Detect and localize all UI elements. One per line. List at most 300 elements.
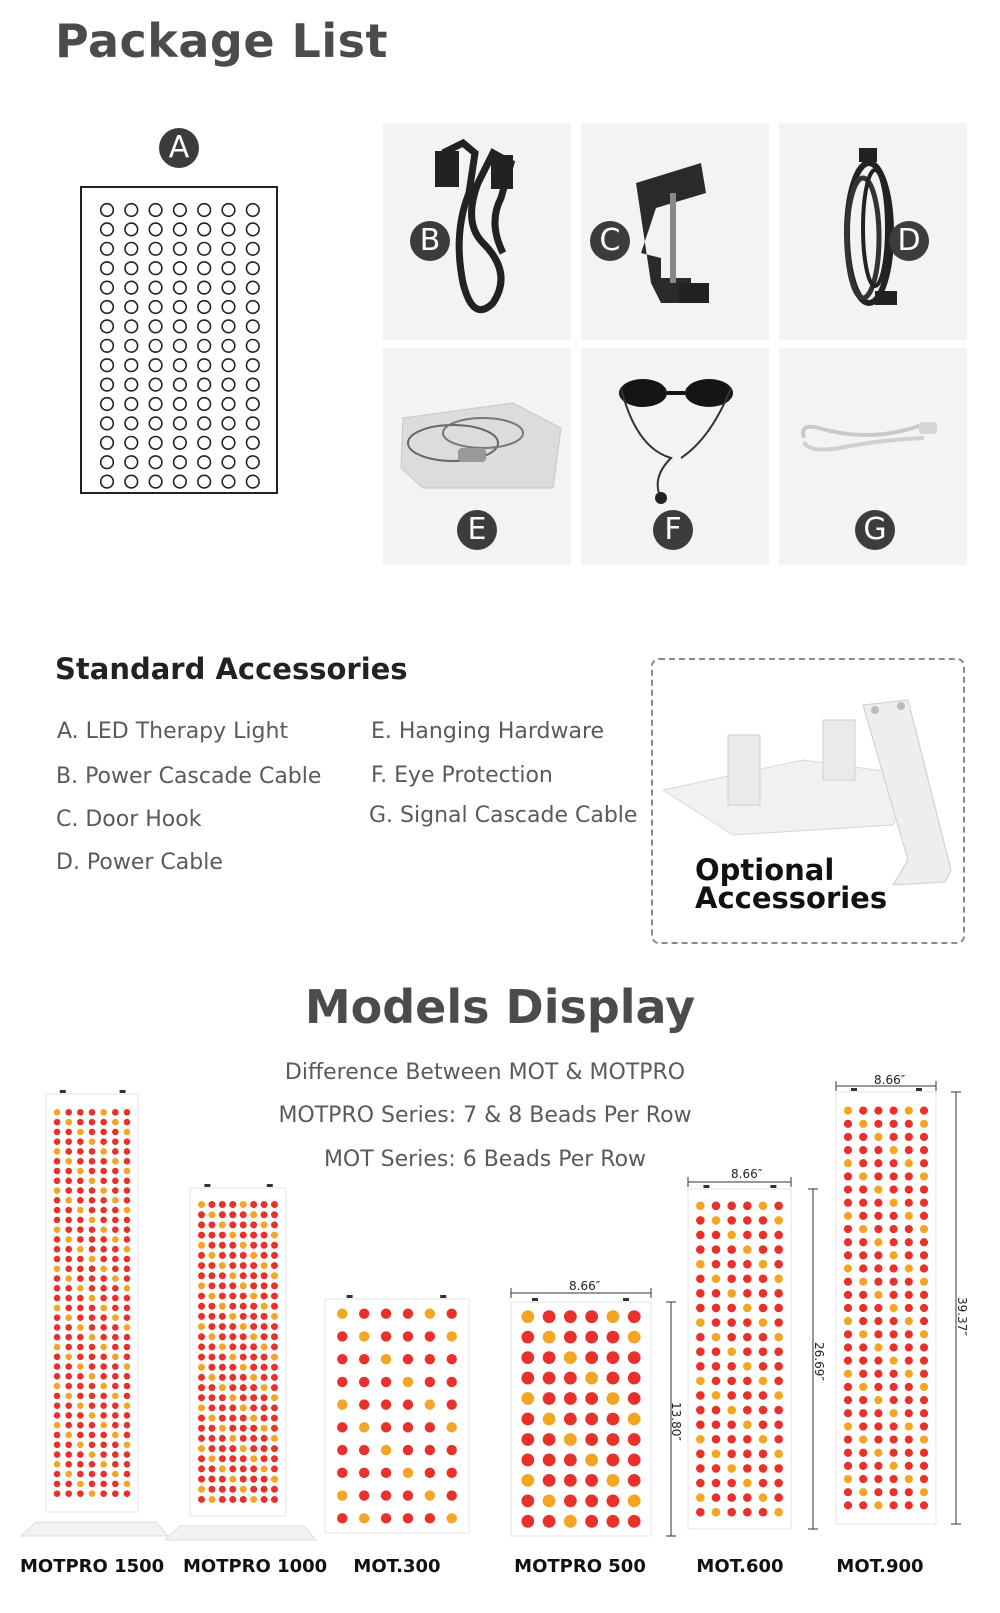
led-bead — [890, 1370, 898, 1378]
led-bead — [112, 1158, 119, 1165]
led-bead — [859, 1357, 867, 1365]
led-bead — [271, 1476, 278, 1483]
led-bead — [920, 1107, 928, 1115]
led-bead — [124, 1148, 131, 1155]
led-bead — [381, 1354, 391, 1364]
led-bead — [54, 1461, 61, 1468]
led-bead — [727, 1260, 736, 1269]
led-bead — [774, 1464, 783, 1473]
led-bead — [774, 1450, 783, 1459]
led-bead — [905, 1146, 913, 1154]
led-bead — [337, 1399, 347, 1409]
led-bead — [874, 1475, 882, 1483]
led-bead — [100, 1461, 107, 1468]
led-bead — [696, 1493, 705, 1502]
led-bead — [89, 1138, 96, 1145]
led-bead — [208, 1343, 215, 1350]
led-bead — [54, 1422, 61, 1429]
led-bead — [521, 1454, 534, 1467]
led-bead — [100, 1177, 107, 1184]
device-body — [46, 1094, 138, 1512]
led-bead — [89, 1432, 96, 1439]
led-bead — [54, 1129, 61, 1136]
led-bead — [920, 1264, 928, 1272]
led-bead — [77, 1334, 84, 1341]
led-bead — [89, 1285, 96, 1292]
led-bead — [100, 1246, 107, 1253]
led-bead — [198, 1201, 205, 1208]
led-bead — [124, 1158, 131, 1165]
hanger-tab — [120, 1090, 126, 1093]
led-bead — [240, 1415, 247, 1422]
led-bead — [585, 1515, 598, 1528]
led-bead — [727, 1508, 736, 1517]
led-bead — [261, 1476, 268, 1483]
led-bead — [920, 1146, 928, 1154]
led-bead — [381, 1468, 391, 1478]
led-bead — [198, 1313, 205, 1320]
led-bead — [219, 1272, 226, 1279]
led-bead — [100, 1353, 107, 1360]
led-bead — [229, 1354, 236, 1361]
led-bead — [229, 1221, 236, 1228]
led-bead — [844, 1172, 852, 1180]
led-bead — [89, 1373, 96, 1380]
led-bead — [844, 1462, 852, 1470]
led-bead — [447, 1331, 457, 1341]
led-bead — [198, 1465, 205, 1472]
hanger-tab — [60, 1090, 66, 1093]
led-bead — [229, 1486, 236, 1493]
led-bead — [261, 1252, 268, 1259]
led-bead — [112, 1168, 119, 1175]
led-bead — [859, 1185, 867, 1193]
led-bead — [774, 1362, 783, 1371]
led-bead — [844, 1185, 852, 1193]
led-bead — [759, 1464, 768, 1473]
led-bead — [229, 1232, 236, 1239]
led-bead — [874, 1383, 882, 1391]
led-bead — [100, 1383, 107, 1390]
led-bead — [124, 1441, 131, 1448]
led-bead — [759, 1289, 768, 1298]
led-bead — [712, 1231, 721, 1240]
led-bead — [100, 1207, 107, 1214]
led-bead — [712, 1391, 721, 1400]
led-bead — [65, 1373, 72, 1380]
led-bead — [585, 1372, 598, 1385]
led-bead — [607, 1474, 620, 1487]
badge-g: G — [855, 510, 895, 550]
led-bead — [124, 1314, 131, 1321]
led-bead — [743, 1362, 752, 1371]
led-bead — [425, 1399, 435, 1409]
led-bead — [100, 1138, 107, 1145]
led-bead — [403, 1308, 413, 1318]
led-bead — [727, 1318, 736, 1327]
led-bead — [77, 1119, 84, 1126]
led-bead — [403, 1468, 413, 1478]
led-bead — [859, 1317, 867, 1325]
led-bead — [229, 1303, 236, 1310]
led-bead — [890, 1409, 898, 1417]
led-bead — [712, 1318, 721, 1327]
led-bead — [759, 1493, 768, 1502]
led-bead — [844, 1120, 852, 1128]
led-bead — [521, 1392, 534, 1405]
led-bead — [240, 1282, 247, 1289]
led-bead — [774, 1333, 783, 1342]
led-bead — [124, 1246, 131, 1253]
led-bead — [727, 1289, 736, 1298]
led-bead — [727, 1391, 736, 1400]
led-bead — [77, 1481, 84, 1488]
led-bead — [712, 1245, 721, 1254]
led-bead — [208, 1384, 215, 1391]
led-bead — [920, 1370, 928, 1378]
led-bead — [124, 1383, 131, 1390]
led-bead — [65, 1148, 72, 1155]
led-bead — [890, 1278, 898, 1286]
led-bead — [100, 1197, 107, 1204]
led-bead — [208, 1252, 215, 1259]
led-bead — [271, 1496, 278, 1503]
led-bead — [198, 1354, 205, 1361]
led-bead — [89, 1295, 96, 1302]
led-bead — [890, 1264, 898, 1272]
led-bead — [124, 1207, 131, 1214]
led-bead — [585, 1413, 598, 1426]
led-bead — [198, 1242, 205, 1249]
led-bead — [743, 1333, 752, 1342]
led-bead — [712, 1362, 721, 1371]
led-bead — [54, 1295, 61, 1302]
led-bead — [229, 1415, 236, 1422]
led-bead — [229, 1252, 236, 1259]
led-bead — [271, 1232, 278, 1239]
led-bead — [844, 1357, 852, 1365]
led-bead — [89, 1187, 96, 1194]
led-bead — [905, 1409, 913, 1417]
led-bead — [208, 1201, 215, 1208]
led-bead — [271, 1343, 278, 1350]
led-bead — [874, 1185, 882, 1193]
led-bead — [112, 1256, 119, 1263]
led-bead — [564, 1494, 577, 1507]
led-bead — [727, 1216, 736, 1225]
led-bead — [229, 1394, 236, 1401]
led-bead — [521, 1494, 534, 1507]
led-bead — [89, 1236, 96, 1243]
led-bead — [240, 1272, 247, 1279]
accessory-a: A. LED Therapy Light — [57, 719, 289, 744]
led-bead — [54, 1353, 61, 1360]
led-bead — [844, 1422, 852, 1430]
led-bead — [250, 1252, 257, 1259]
led-bead — [100, 1373, 107, 1380]
led-bead — [743, 1377, 752, 1386]
device-body — [688, 1189, 791, 1529]
led-bead — [112, 1334, 119, 1341]
led-bead — [890, 1435, 898, 1443]
led-bead — [124, 1197, 131, 1204]
led-bead — [112, 1148, 119, 1155]
led-bead — [229, 1211, 236, 1218]
led-bead — [65, 1422, 72, 1429]
led-bead — [261, 1282, 268, 1289]
led-bead — [874, 1278, 882, 1286]
models-line-2: MOTPRO Series: 7 & 8 Beads Per Row — [278, 1103, 692, 1128]
led-bead — [65, 1187, 72, 1194]
led-bead — [359, 1354, 369, 1364]
led-bead — [54, 1207, 61, 1214]
led-bead — [859, 1199, 867, 1207]
led-bead — [712, 1333, 721, 1342]
led-bead — [905, 1396, 913, 1404]
led-bead — [271, 1486, 278, 1493]
led-bead — [403, 1490, 413, 1500]
led-bead — [920, 1225, 928, 1233]
led-bead — [198, 1455, 205, 1462]
led-bead — [198, 1333, 205, 1340]
led-bead — [65, 1256, 72, 1263]
led-bead — [874, 1370, 882, 1378]
led-bead — [100, 1344, 107, 1351]
led-bead — [112, 1314, 119, 1321]
led-bead — [229, 1201, 236, 1208]
led-bead — [112, 1129, 119, 1136]
led-bead — [77, 1314, 84, 1321]
led-bead — [521, 1331, 534, 1344]
led-bead — [208, 1374, 215, 1381]
led-bead — [743, 1479, 752, 1488]
led-bead — [920, 1133, 928, 1141]
led-bead — [261, 1445, 268, 1452]
led-bead — [271, 1425, 278, 1432]
led-bead — [359, 1331, 369, 1341]
led-bead — [89, 1383, 96, 1390]
led-bead — [607, 1413, 620, 1426]
led-bead — [607, 1310, 620, 1323]
led-bead — [124, 1275, 131, 1282]
led-bead — [219, 1455, 226, 1462]
led-bead — [905, 1475, 913, 1483]
model-mot-300: MOT.300 — [353, 1556, 441, 1577]
led-bead — [743, 1508, 752, 1517]
model-mot-900: MOT.900 — [836, 1556, 924, 1577]
led-bead — [240, 1252, 247, 1259]
led-bead — [607, 1515, 620, 1528]
led-bead — [77, 1129, 84, 1136]
led-bead — [54, 1441, 61, 1448]
led-bead — [208, 1465, 215, 1472]
led-bead — [743, 1318, 752, 1327]
dim-width-600: 8.66″ — [731, 1167, 763, 1181]
led-bead — [208, 1282, 215, 1289]
led-bead — [77, 1373, 84, 1380]
led-bead — [905, 1343, 913, 1351]
led-bead — [250, 1435, 257, 1442]
led-bead — [920, 1501, 928, 1509]
led-bead — [112, 1217, 119, 1224]
led-bead — [696, 1347, 705, 1356]
model-mot-600: MOT.600 — [696, 1556, 784, 1577]
led-bead — [124, 1285, 131, 1292]
led-bead — [920, 1238, 928, 1246]
led-bead — [229, 1333, 236, 1340]
led-bead — [89, 1109, 96, 1116]
led-bead — [250, 1343, 257, 1350]
led-bead — [774, 1289, 783, 1298]
led-bead — [65, 1393, 72, 1400]
led-bead — [65, 1129, 72, 1136]
accessory-e: E. Hanging Hardware — [371, 719, 605, 744]
led-bead — [844, 1212, 852, 1220]
led-bead — [905, 1120, 913, 1128]
led-bead — [874, 1159, 882, 1167]
led-bead — [77, 1295, 84, 1302]
led-bead — [261, 1496, 268, 1503]
led-bead — [905, 1172, 913, 1180]
led-bead — [712, 1289, 721, 1298]
led-bead — [359, 1445, 369, 1455]
led-bead — [564, 1413, 577, 1426]
optional-accessories-label: Optional Accessories — [695, 853, 888, 915]
led-bead — [859, 1370, 867, 1378]
led-bead — [219, 1343, 226, 1350]
led-bead — [77, 1256, 84, 1263]
led-bead — [261, 1293, 268, 1300]
led-bead — [77, 1187, 84, 1194]
led-bead — [447, 1399, 457, 1409]
led-bead — [890, 1383, 898, 1391]
led-bead — [219, 1496, 226, 1503]
led-bead — [696, 1450, 705, 1459]
led-bead — [543, 1515, 556, 1528]
led-bead — [250, 1303, 257, 1310]
led-bead — [337, 1513, 347, 1523]
led-bead — [124, 1451, 131, 1458]
led-bead — [261, 1333, 268, 1340]
led-bead — [89, 1168, 96, 1175]
led-bead — [774, 1420, 783, 1429]
hanger-tab — [440, 1295, 446, 1298]
led-bead — [89, 1490, 96, 1497]
led-bead — [859, 1251, 867, 1259]
led-bead — [261, 1374, 268, 1381]
led-bead — [874, 1343, 882, 1351]
led-bead — [759, 1318, 768, 1327]
led-bead — [890, 1146, 898, 1154]
led-bead — [219, 1425, 226, 1432]
led-bead — [112, 1305, 119, 1312]
led-bead — [261, 1465, 268, 1472]
led-bead — [521, 1515, 534, 1528]
led-bead — [859, 1383, 867, 1391]
led-bead — [585, 1392, 598, 1405]
led-bead — [54, 1412, 61, 1419]
led-bead — [77, 1363, 84, 1370]
led-bead — [271, 1364, 278, 1371]
led-bead — [712, 1464, 721, 1473]
led-bead — [65, 1295, 72, 1302]
led-bead — [447, 1354, 457, 1364]
led-bead — [920, 1357, 928, 1365]
led-bead — [844, 1264, 852, 1272]
led-bead — [261, 1242, 268, 1249]
led-bead — [905, 1278, 913, 1286]
led-bead — [198, 1425, 205, 1432]
led-bead — [250, 1384, 257, 1391]
led-bead — [219, 1415, 226, 1422]
led-bead — [920, 1462, 928, 1470]
led-bead — [112, 1285, 119, 1292]
led-bead — [844, 1251, 852, 1259]
led-bead — [250, 1221, 257, 1228]
led-bead — [759, 1406, 768, 1415]
led-bead — [774, 1377, 783, 1386]
led-bead — [271, 1404, 278, 1411]
led-bead — [89, 1393, 96, 1400]
led-bead — [890, 1396, 898, 1404]
led-bead — [100, 1481, 107, 1488]
hanger-tab — [347, 1295, 353, 1298]
led-bead — [198, 1262, 205, 1269]
led-bead — [844, 1396, 852, 1404]
led-bead — [905, 1133, 913, 1141]
led-bead — [219, 1476, 226, 1483]
led-bead — [100, 1305, 107, 1312]
led-bead — [859, 1435, 867, 1443]
badge-d: D — [889, 221, 929, 261]
led-bead — [124, 1490, 131, 1497]
led-bead — [859, 1238, 867, 1246]
led-bead — [774, 1406, 783, 1415]
led-bead — [585, 1351, 598, 1364]
led-bead — [743, 1450, 752, 1459]
led-bead — [874, 1409, 882, 1417]
device-body — [190, 1188, 286, 1516]
dim-width-900: 8.66″ — [874, 1073, 906, 1087]
led-bead — [112, 1353, 119, 1360]
led-bead — [124, 1187, 131, 1194]
led-bead — [890, 1212, 898, 1220]
led-bead — [198, 1435, 205, 1442]
led-bead — [271, 1323, 278, 1330]
led-bead — [859, 1120, 867, 1128]
dim-width-500: 8.66″ — [569, 1279, 601, 1293]
led-bead — [208, 1211, 215, 1218]
led-bead — [89, 1314, 96, 1321]
led-bead — [229, 1455, 236, 1462]
led-bead — [905, 1317, 913, 1325]
led-bead — [890, 1238, 898, 1246]
led-bead — [219, 1211, 226, 1218]
led-bead — [337, 1308, 347, 1318]
hanger-tab — [703, 1185, 709, 1188]
led-bead — [229, 1343, 236, 1350]
led-bead — [65, 1402, 72, 1409]
led-bead — [89, 1412, 96, 1419]
led-bead — [425, 1468, 435, 1478]
led-bead — [65, 1158, 72, 1165]
led-bead — [124, 1177, 131, 1184]
led-bead — [844, 1225, 852, 1233]
led-bead — [77, 1148, 84, 1155]
led-bead — [54, 1471, 61, 1478]
led-bead — [425, 1513, 435, 1523]
led-bead — [774, 1493, 783, 1502]
